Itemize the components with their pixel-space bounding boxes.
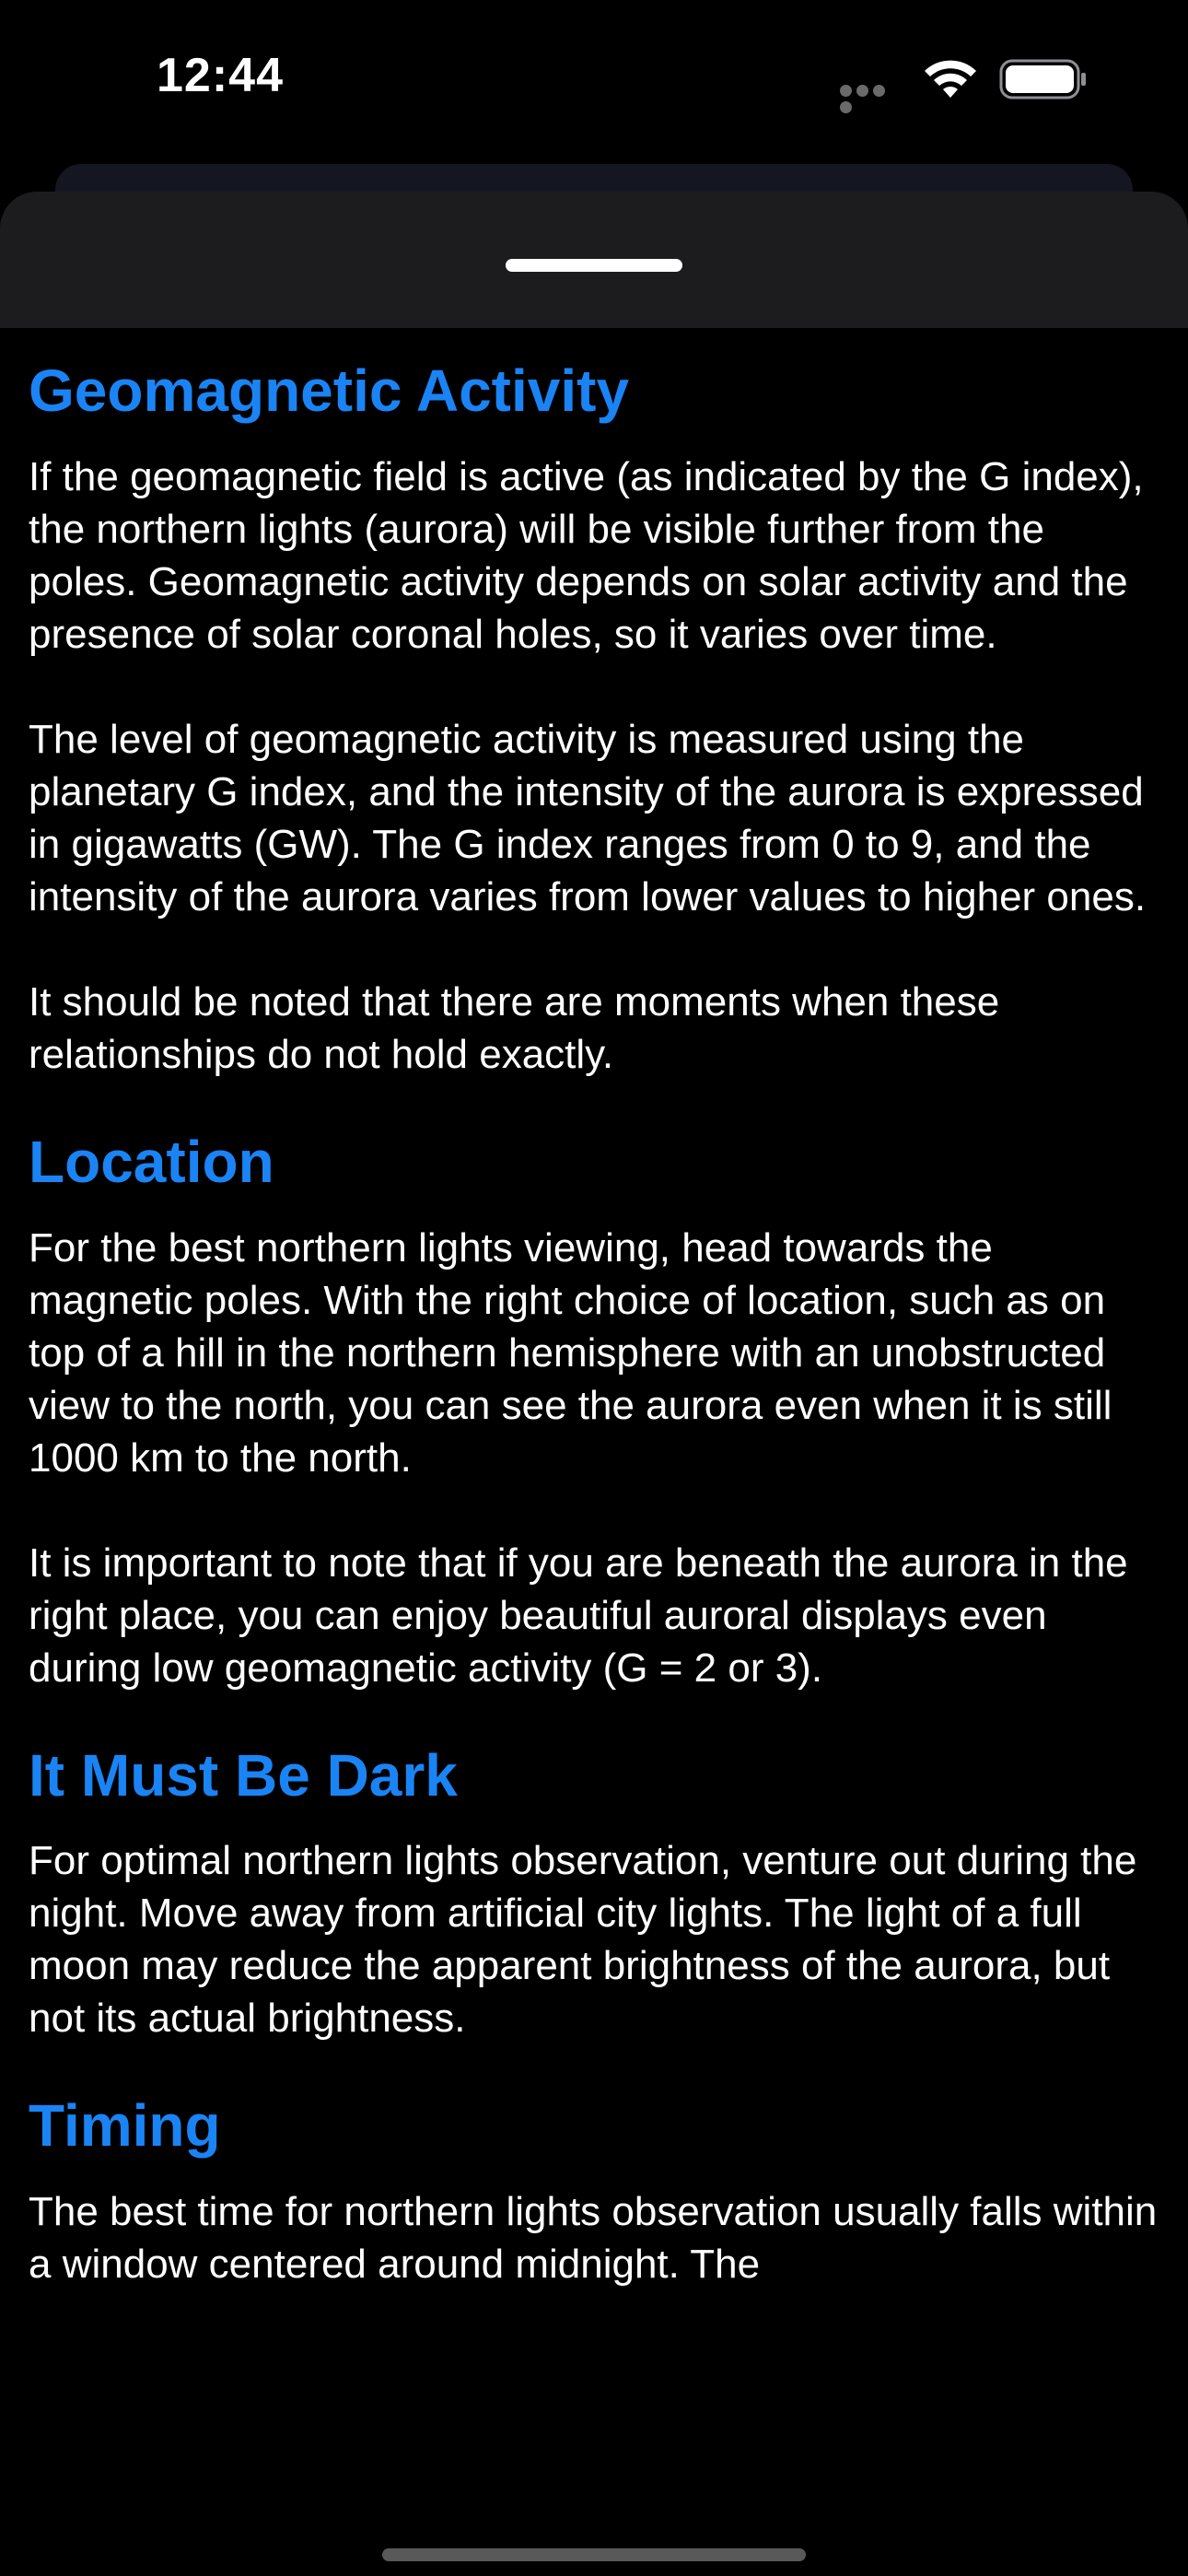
sheet-grabber-handle[interactable] xyxy=(506,259,682,272)
wifi-icon xyxy=(921,57,980,101)
home-indicator[interactable] xyxy=(382,2548,806,2561)
section-title: It Must Be Dark xyxy=(29,1741,458,1809)
paragraph: It is important to note that if you are beneath the aurora in the right place, you can enjoy beautiful auroral displays even during low geomagnetic activity (G = 2 or 3). xyxy=(29,1540,1128,1691)
info-scroll-content[interactable] xyxy=(0,328,1188,2576)
section-location xyxy=(29,1127,1160,1694)
paragraph: The best time for northern lights observation usually falls within a window centered around midnight. The xyxy=(29,2189,1158,2288)
cellular-signal-icon xyxy=(840,85,904,100)
status-time: 12:44 xyxy=(157,49,284,102)
paragraph: The level of geomagnetic activity is measured using the planetary G index, and the intensity of the aurora is expressed in gigawatts (GW). The G index ranges from 0 to 9, and the intensity of the aurora varies from lower values to higher ones. xyxy=(29,716,1147,919)
section-title: Geomagnetic Activity xyxy=(29,357,630,424)
status-bar xyxy=(0,0,1188,161)
battery-icon xyxy=(999,59,1088,100)
paragraph: It should be noted that there are moments when these relationships do not hold exactly. xyxy=(29,978,1000,1077)
paragraph: For optimal northern lights observation, venture out during the night. Move away from artificial city lights. The light of a full moon may reduce the apparent brightness of the aurora, but not its actual brightness. xyxy=(29,1838,1137,2042)
section-title: Timing xyxy=(29,2092,221,2160)
section-geomagnetic-activity xyxy=(29,356,1160,1081)
paragraph: For the best northern lights viewing, head towards the magnetic poles. With the right choice of location, such as on top of a hill in the northern hemisphere with an unobstructed view to the north, you can see the aurora even when it is still 1000 km to the north. xyxy=(29,1224,1112,1481)
paragraph: If the geomagnetic field is active (as indicated by the G index), the northern lights (aurora) will be visible further from the poles. Geomagnetic activity depends on solar activity and the presence of solar coronal holes, so it varies over time. xyxy=(29,453,1144,657)
section-it-must-be-dark xyxy=(29,1740,1160,2045)
sheet-header xyxy=(0,192,1188,328)
section-timing xyxy=(29,2090,1160,2290)
section-title: Location xyxy=(29,1128,274,1195)
